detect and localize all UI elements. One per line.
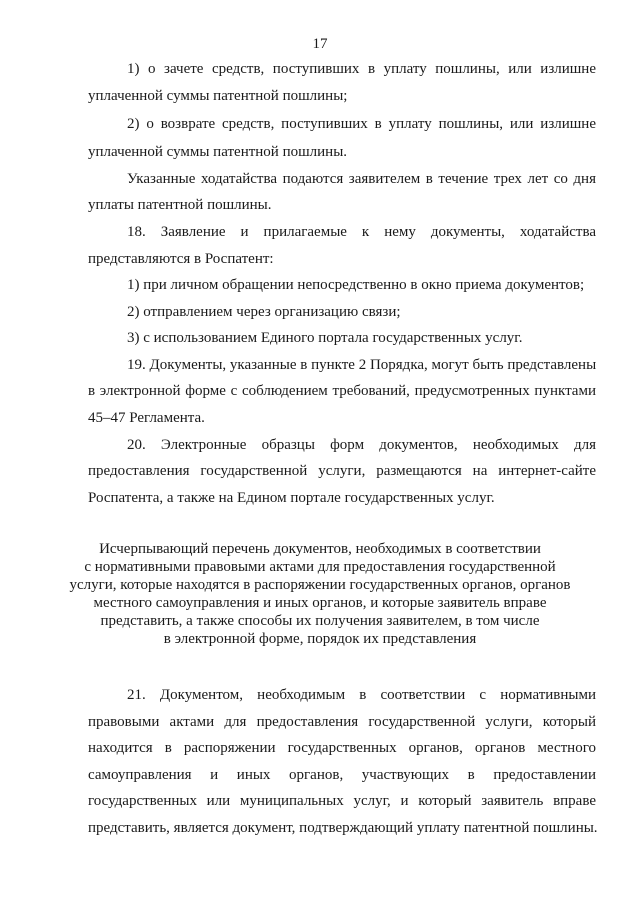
section-heading-line: в электронной форме, порядок их представления: [163, 631, 477, 647]
text-line: 1) о зачете средств, поступивших в уплату пошлины, или излишне: [127, 61, 596, 77]
page-number: 17: [312, 36, 328, 52]
text-line: 2) отправлением через организацию связи;: [127, 304, 401, 320]
text-line: представляются в Роспатент:: [88, 251, 274, 267]
section-heading-line: представить, а также способы их получения заявителем, в том числе: [100, 613, 540, 629]
text-line: правовыми актами для предоставления государственной услуги, который: [88, 714, 596, 730]
text-line: уплаченной суммы патентной пошлины.: [88, 144, 348, 160]
text-line: 18. Заявление и прилагаемые к нему документы, ходатайства: [127, 224, 596, 240]
text-line: находится в распоряжении государственных органов, органов местного: [88, 740, 596, 756]
text-line: государственных или муниципальных услуг, и который заявитель вправе: [88, 793, 596, 809]
text-line: Роспатента, а также на Едином портале государственных услуг.: [88, 490, 495, 506]
text-line: самоуправления и иных органов, участвующих в предоставлении: [88, 767, 596, 783]
text-line: 20. Электронные образцы форм документов, необходимых для: [127, 437, 596, 453]
text-line: Указанные ходатайства подаются заявителем в течение трех лет со дня: [127, 171, 596, 187]
section-heading-line: услуги, которые находятся в распоряжении государственных органов, органов: [69, 577, 571, 593]
text-line: 3) с использованием Единого портала государственных услуг.: [127, 330, 523, 346]
text-line: 19. Документы, указанные в пункте 2 Порядка, могут быть представлены: [127, 357, 597, 373]
section-heading-line: местного самоуправления и иных органов, и которые заявитель вправе: [93, 595, 547, 611]
text-line: представить, является документ, подтверждающий уплату патентной пошлины.: [88, 820, 598, 836]
text-line: 21. Документом, необходимым в соответствии с нормативными: [127, 687, 596, 703]
text-line: в электронной форме с соблюдением требований, предусмотренных пунктами: [88, 383, 596, 399]
text-line: 45–47 Регламента.: [88, 410, 205, 426]
text-line: 2) о возврате средств, поступивших в уплату пошлины, или излишне: [127, 116, 596, 132]
section-heading-line: Исчерпывающий перечень документов, необходимых в соответствии: [99, 541, 541, 557]
text-line: предоставления государственной услуги, размещаются на интернет-сайте: [88, 463, 596, 479]
text-line: 1) при личном обращении непосредственно в окно приема документов;: [127, 277, 585, 293]
text-line: уплаченной суммы патентной пошлины;: [88, 88, 348, 104]
section-heading-line: с нормативными правовыми актами для предоставления государственной: [84, 559, 556, 575]
text-line: уплаты патентной пошлины.: [88, 197, 272, 213]
